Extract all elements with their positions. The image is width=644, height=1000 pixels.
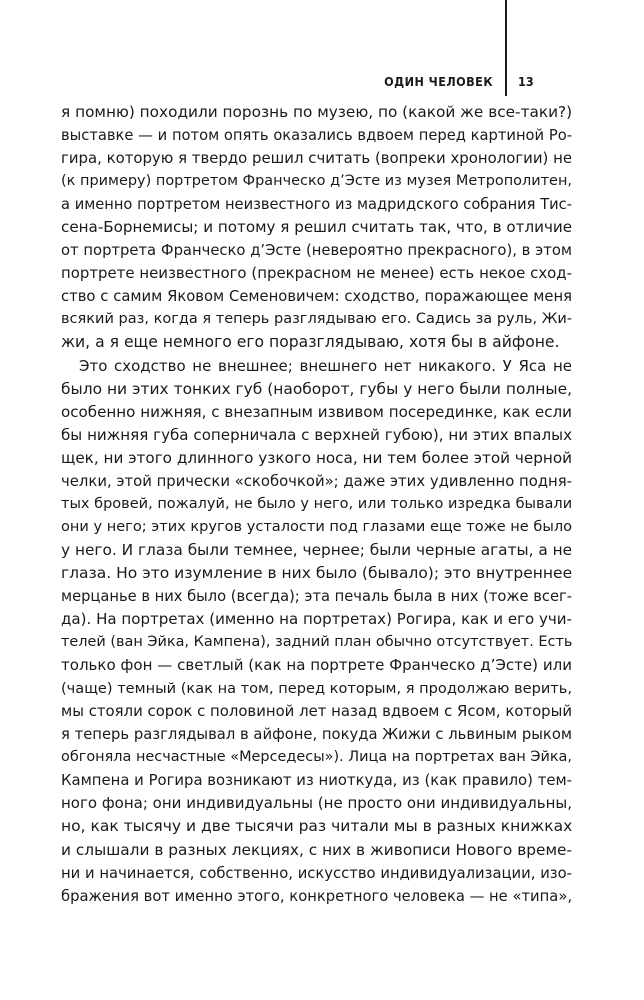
header-rule xyxy=(505,0,507,96)
text-line: Кампена и Рогира возникают из ниоткуда, из (как правило) тем- xyxy=(61,772,572,790)
text-line: у него. И глаза были темнее, чернее; были черные агаты, а не xyxy=(61,540,573,559)
text-line: всякий раз, когда я теперь разглядываю его. Садись за руль, Жи- xyxy=(61,311,572,328)
text-line: я теперь разглядывал в айфоне, покуда Жижи с львиным рыком xyxy=(61,726,572,744)
text-line: да). На портретах (именно на портретах) Рогира, как и его учи- xyxy=(61,610,572,629)
body-text xyxy=(61,101,572,908)
text-line: мерцанье в них было (всегда); эта печаль была в них (тоже всег- xyxy=(61,587,572,605)
text-line: особенно нижняя, с внезапным извивом посерединке, как если xyxy=(61,402,572,421)
page-number: 13 xyxy=(518,74,534,89)
text-line: мы стояли сорок с половиной лет назад вдвоем с Ясом, который xyxy=(61,702,572,721)
text-line: выставке — и потом опять оказались вдвоем перед картиной Ро- xyxy=(61,127,572,145)
text-line: и слышали в разных лекциях, с них в живописи Нового време- xyxy=(61,840,572,859)
text-line: (чаще) темный (как на том, перед которым, я продолжаю верить, xyxy=(61,680,572,698)
text-line: сена-Борнемисы; и потому я решил считать так, что, в отличие xyxy=(61,218,573,237)
text-line: тых бровей, пожалуй, не было у него, или только изредка бывали xyxy=(61,495,573,512)
text-line: ство с самим Яковом Семеновичем: сходство, поражающее меня xyxy=(61,288,572,306)
text-line: портрете неизвестного (прекрасном не менее) есть некое сход- xyxy=(61,264,572,283)
text-line: бы нижняя губа соперничала с верхней губою), ни этих впалых xyxy=(61,425,572,444)
text-line: обгоняла несчастные «Мерседесы»). Лица на портретах ван Эйка, xyxy=(61,749,572,766)
text-line: ни и начинается, собственно, искусство индивидуализации, изо- xyxy=(61,864,572,882)
text-line: бражения вот именно этого, конкретного человека — не «типа», xyxy=(61,887,573,905)
text-line: жи, а я еще немного его поразглядываю, хотя бы в айфоне. xyxy=(61,333,560,352)
text-line: они у него; этих кругов усталости под глазами еще тоже не было xyxy=(61,518,572,535)
text-line: глаза. Но это изумление в них было (бывало); это внутреннее xyxy=(61,563,573,582)
text-line: гира, которую я твердо решил считать (вопреки хронологии) не xyxy=(61,149,572,168)
text-line: только фон — светлый (как на портрете Франческо д’Эсте) или xyxy=(61,656,572,675)
text-line: ного фона; они индивидуальны (не просто они индивидуальны, xyxy=(61,794,572,813)
text-line: челки, этой прически «скобочкой»; даже этих удивленно подня- xyxy=(61,472,572,490)
text-line: (к примеру) портретом Франческо д’Эсте из музея Метрополитен, xyxy=(61,173,572,190)
text-line: телей (ван Эйка, Кампена), задний план обычно отсутствует. Есть xyxy=(61,634,573,651)
text-line: от портрета Франческо д’Эсте (невероятно прекрасного), в этом xyxy=(61,242,572,260)
text-line: Это сходство не внешнее; внешнего нет никакого. У Яса не xyxy=(79,356,572,375)
text-line: было ни этих тонких губ (наоборот, губы у него были полные, xyxy=(61,379,572,398)
text-line: щек, ни этого длинного узкого носа, ни тем более этой черной xyxy=(61,448,572,467)
text-line: но, как тысячу и две тысячи раз читали мы в разных книжках xyxy=(61,817,573,836)
running-title: ОДИН ЧЕЛОВЕК xyxy=(384,74,493,89)
text-line: а именно портретом неизвестного из мадридского собрания Тис- xyxy=(61,196,572,214)
text-line: я помню) походили порознь по музею, по (какой же все-таки?) xyxy=(61,103,573,121)
